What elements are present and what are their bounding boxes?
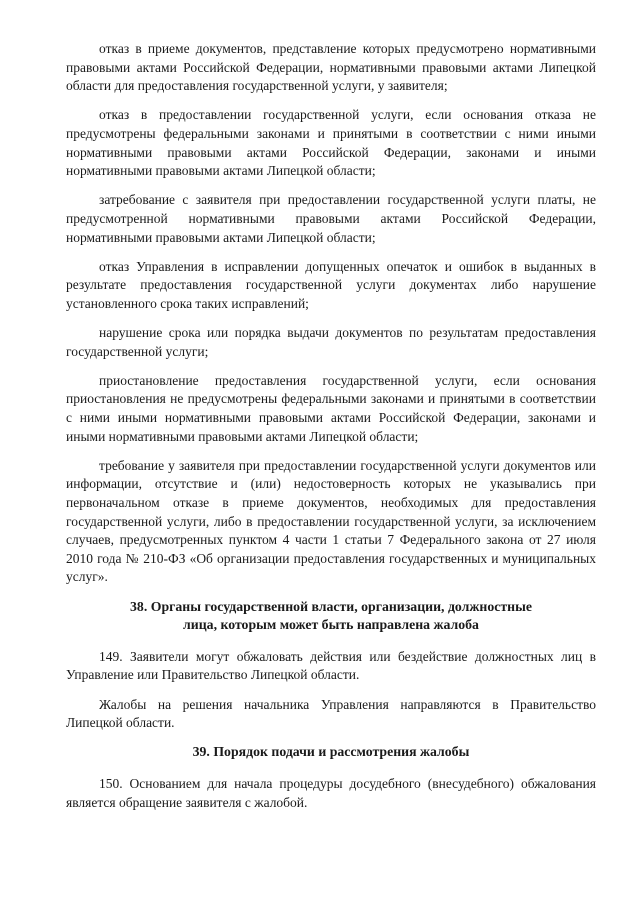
section-38-title-line1: 38. Органы государственной власти, организации, должностные — [130, 598, 532, 614]
list-item: нарушение срока или порядка выдачи документов по результатам предоставления государственной услуги; — [66, 325, 596, 359]
list-item: отказ в приеме документов, представление которых предусмотрено нормативными правовыми актами Российской Федерации, нормативными правовыми актами Липецкой области для предоставления государственной услуги, у заявителя; — [66, 41, 596, 94]
section-38-heading — [66, 598, 596, 635]
list-item: требование у заявителя при предоставлении государственной услуги документов или информации, отсутствие и (или) недостоверность которых не указывались при первоначальном отказе в приеме документов, необходимых для предоставления государственной услуги, либо в предоставлении государственной услуги, за исключением случаев, предусмотренных пунктом 4 части 1 статьи 7 Федерального закона от 27 июля 2010 года № 210-ФЗ «Об организации предоставления государственных и муниципальных услуг». — [66, 457, 596, 585]
paragraph-150: 150. Основанием для начала процедуры досудебного (внесудебного) обжалования является обращение заявителя с жалобой. — [66, 775, 596, 810]
paragraph-complaints: Жалобы на решения начальника Управления направляются в Правительство Липецкой области. — [66, 696, 596, 731]
section-38-title-line2: лица, которым может быть направлена жалоба — [183, 617, 479, 633]
list-item: отказ Управления в исправлении допущенных опечаток и ошибок в выданных в результате предоставления государственной услуги документах либо нарушение установленного срока таких исправлений; — [66, 258, 596, 311]
document-page — [66, 40, 596, 823]
paragraph-149: 149. Заявители могут обжаловать действия или бездействие должностных лиц в Управление или Правительство Липецкой области. — [66, 648, 596, 683]
list-item: затребование с заявителя при предоставлении государственной услуги платы, не предусмотренной нормативными правовыми актами Российской Федерации, нормативными правовыми актами Липецкой области; — [66, 192, 596, 245]
section-39-title: 39. Порядок подачи и рассмотрения жалобы — [192, 744, 470, 760]
section-39-heading — [66, 743, 596, 762]
list-item: приостановление предоставления государственной услуги, если основания приостановления не предусмотрены федеральными законами и принятыми в соответствии с ними иными нормативными правовыми актами Российской Федерации, законами и иными нормативными правовыми актами Липецкой области; — [66, 372, 596, 444]
list-item: отказ в предоставлении государственной услуги, если основания отказа не предусмотрены федеральными законами и принятыми в соответствии с ними иными нормативными правовыми актами Российской Федерации, законами и иными нормативными правовыми актами Липецкой области; — [66, 107, 596, 179]
